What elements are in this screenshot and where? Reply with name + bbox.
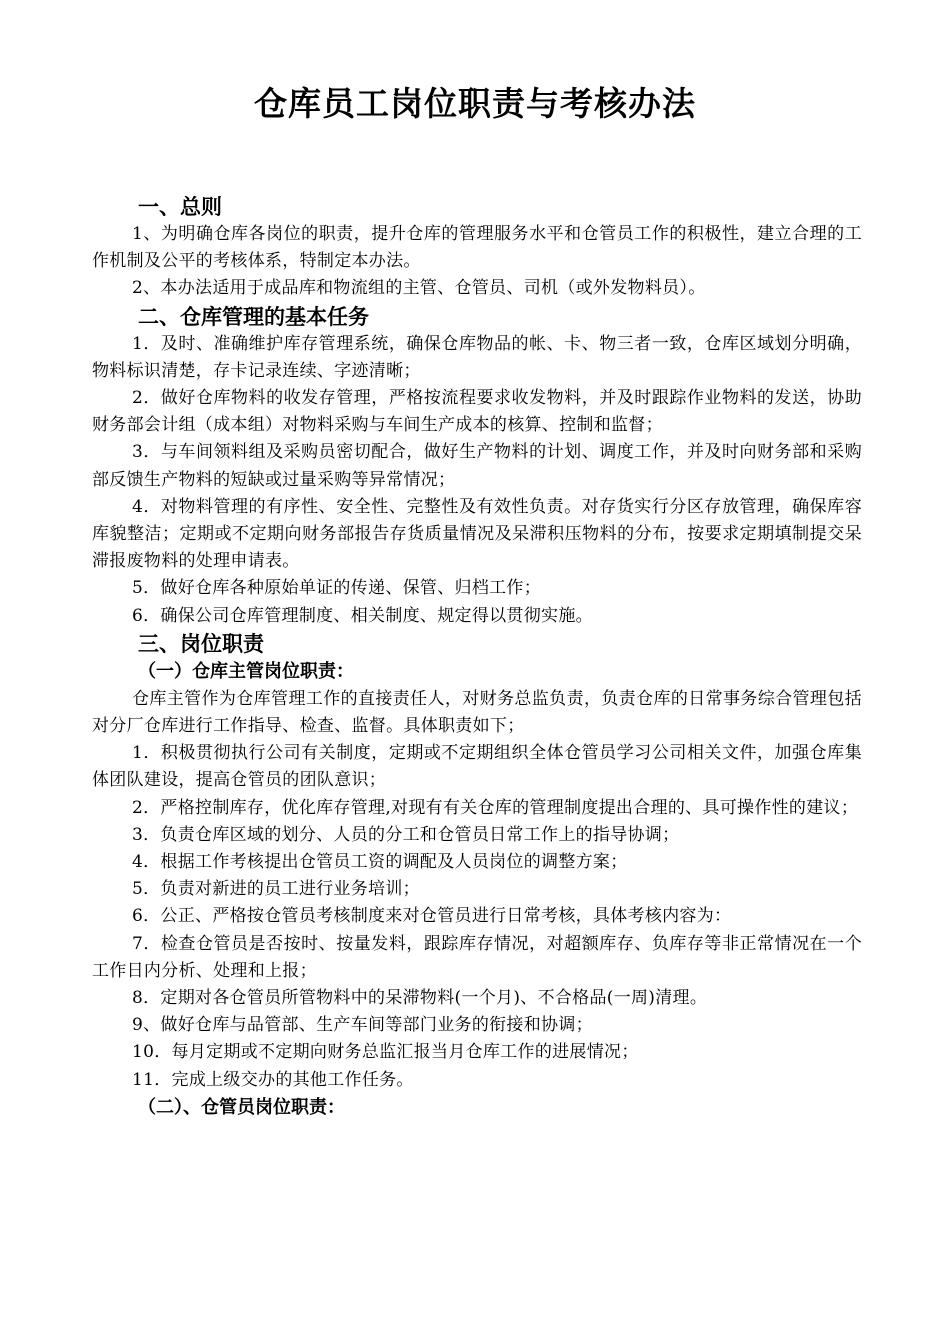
paragraph: 7．检查仓管员是否按时、按量发料，跟踪库存情况，对超额库存、负库存等非正常情况在一个工作日内分析、处理和上报； <box>92 933 862 981</box>
paragraph: 4．对物料管理的有序性、安全性、完整性及有效性负责。对存货实行分区存放管理，确保库容库貌整洁；定期或不定期向财务部报告存货质量情况及呆滞积压物料的分布，按要求定期填制提交呆滞报废物料的处理申请表。 <box>92 496 862 572</box>
subsection-heading-supervisor: （一）仓库主管岗位职责： <box>138 660 354 682</box>
paragraph: 6．确保公司仓库管理制度、相关制度、规定得以贯彻实施。 <box>132 605 593 626</box>
section-heading-general: 一、总则 <box>138 195 222 219</box>
paragraph: 11．完成上级交办的其他工作任务。 <box>132 1069 414 1090</box>
paragraph: 5．负责对新进的员工进行业务培训； <box>132 879 420 900</box>
paragraph: 3．与车间领料组及采购员密切配合，做好生产物料的计划、调度工作，并及时向财务部和采购部反馈生产物料的短缺或过量采购等异常情况； <box>92 442 862 490</box>
paragraph: 3．负责仓库区域的划分、人员的分工和仓管员日常工作上的指导协调； <box>132 824 680 845</box>
paragraph: 4．根据工作考核提出仓管员工资的调配及人员岗位的调整方案； <box>132 852 628 873</box>
paragraph: 6．公正、严格按仓管员考核制度来对仓管员进行日常考核，具体考核内容为： <box>132 906 732 927</box>
paragraph: 2、本办法适用于成品库和物流组的主管、仓管员、司机（或外发物料员）。 <box>132 278 706 299</box>
paragraph: 1、为明确仓库各岗位的职责，提升仓库的管理服务水平和仓管员工作的积极性，建立合理的工作机制及公平的考核体系，特制定本办法。 <box>92 224 862 272</box>
paragraph: 1．积极贯彻执行公司有关制度，定期或不定期组织全体仓管员学习公司相关文件，加强仓库集体团队建设，提高仓管员的团队意识； <box>92 743 862 791</box>
paragraph: 2．做好仓库物料的收发存管理，严格按流程要求收发物料，并及时跟踪作业物料的发送，协助财务部会计组（成本组）对物料采购与车间生产成本的核算、控制和监督； <box>92 388 862 436</box>
paragraph: 10．每月定期或不定期向财务总监汇报当月仓库工作的进展情况； <box>132 1042 639 1063</box>
paragraph: 1．及时、准确维护库存管理系统，确保仓库物品的帐、卡、物三者一致，仓库区域划分明确，物料标识清楚，存卡记录连续、字迹清晰； <box>92 333 862 381</box>
paragraph: 2．严格控制库存，优化库存管理,对现有有关仓库的管理制度提出合理的、具可操作性的建议； <box>132 797 859 818</box>
paragraph: 9、做好仓库与品管部、生产车间等部门业务的衔接和协调； <box>132 1015 593 1036</box>
document-title: 仓库员工岗位职责与考核办法 <box>254 84 696 123</box>
section-heading-job-duties: 三、岗位职责 <box>138 631 264 656</box>
paragraph: 5．做好仓库各种原始单证的传递、保管、归档工作； <box>132 578 542 599</box>
section-heading-basic-tasks: 二、仓库管理的基本任务 <box>138 304 369 329</box>
paragraph: 仓库主管作为仓库管理工作的直接责任人，对财务总监负责，负责仓库的日常事务综合管理包括对分厂仓库进行工作指导、检查、监督。具体职责如下； <box>92 688 862 737</box>
document-body <box>92 193 862 1122</box>
subsection-heading-warehouse-keeper: （二）、仓管员岗位职责： <box>138 1096 345 1118</box>
paragraph: 8．定期对各仓管员所管物料中的呆滞物料(一个月)、不合格品(一周)清理。 <box>132 988 708 1009</box>
